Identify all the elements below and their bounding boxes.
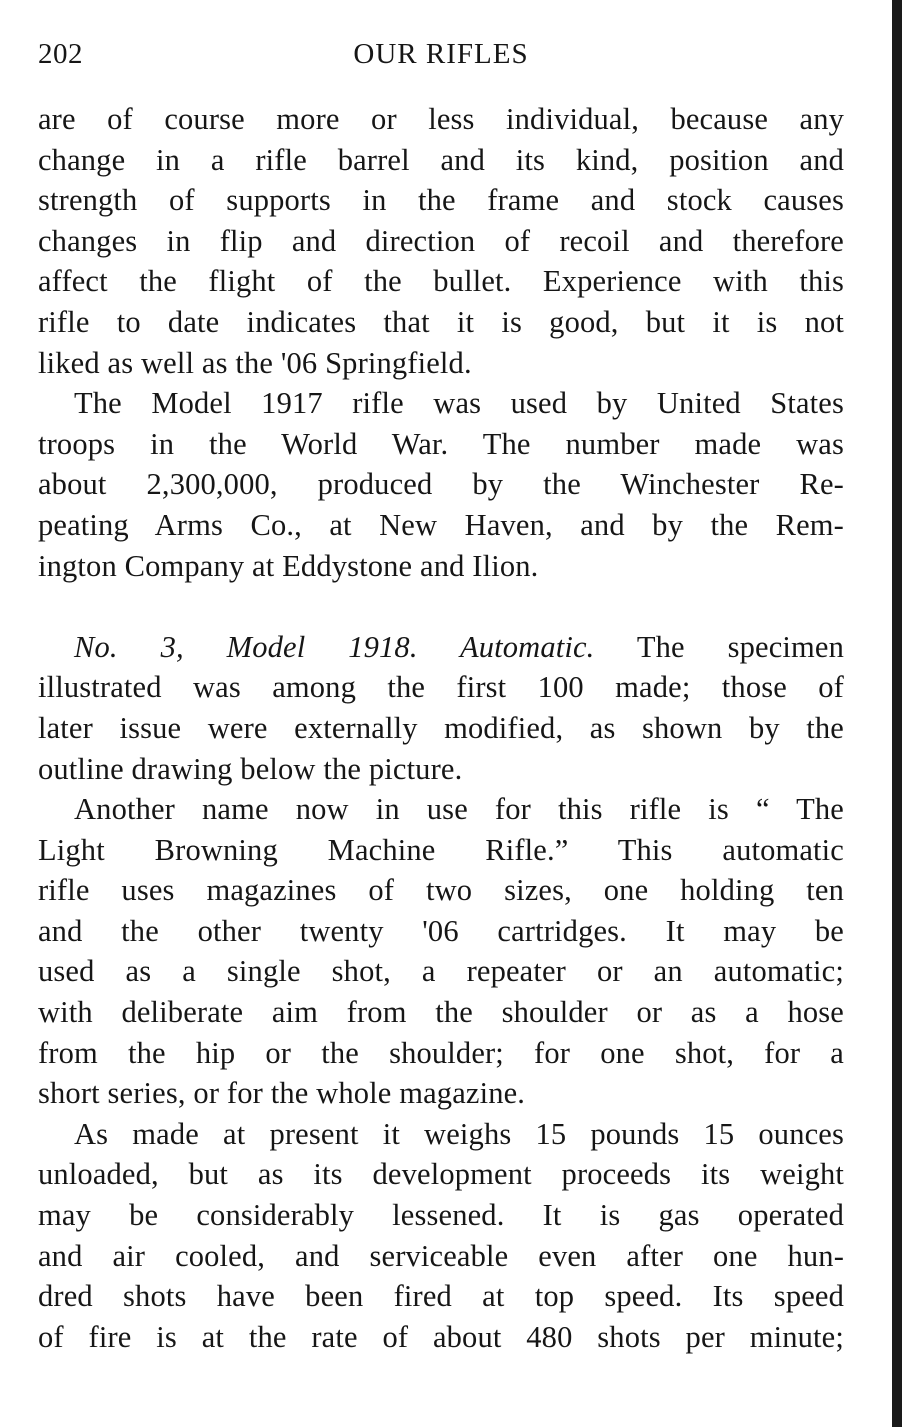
paragraph bbox=[38, 789, 844, 1114]
section-heading: No. 3, Model 1918. Automatic. bbox=[74, 629, 595, 664]
heading-line-rest: The specimen bbox=[636, 629, 844, 664]
text-line: change in a rifle barrel and its kind, position and bbox=[38, 142, 844, 177]
text-line: with deliberate aim from the shoulder or as a hose bbox=[38, 995, 844, 1030]
text-line: The Model 1917 rifle was used by United States bbox=[74, 386, 844, 421]
text-line: strength of supports in the frame and stock causes bbox=[38, 183, 844, 218]
text-line: As made at present it weighs 15 pounds 15 ounces bbox=[74, 1116, 844, 1151]
text-line: troops in the World War. The number made was bbox=[38, 426, 844, 461]
text-line: rifle to date indicates that it is good, but it is not bbox=[38, 304, 844, 339]
text-line: Another name now in use for this rifle is “ The bbox=[74, 792, 844, 827]
text-line: rifle uses magazines of two sizes, one holding ten bbox=[38, 873, 844, 908]
section-gap bbox=[38, 586, 844, 627]
text-line: may be considerably lessened. It is gas operated bbox=[38, 1198, 844, 1233]
text-line: used as a single shot, a repeater or an automatic; bbox=[38, 954, 844, 989]
text-line bbox=[38, 627, 844, 668]
text-line: Light Browning Machine Rifle.” This automatic bbox=[38, 832, 844, 867]
text-line: unloaded, but as its development proceeds its weight bbox=[38, 1157, 844, 1192]
paragraph bbox=[38, 99, 844, 383]
text-line: outline drawing below the picture. bbox=[38, 751, 463, 786]
text-line: dred shots have been fired at top speed. Its speed bbox=[38, 1279, 844, 1314]
text-line: affect the flight of the bullet. Experience with this bbox=[38, 264, 844, 299]
text-line: peating Arms Co., at New Haven, and by the Rem- bbox=[38, 507, 844, 542]
text-line: and the other twenty '06 cartridges. It may be bbox=[38, 913, 844, 948]
text-line: later issue were externally modified, as shown by the bbox=[38, 710, 844, 745]
text-line: short series, or for the whole magazine. bbox=[38, 1076, 526, 1111]
page-number: 202 bbox=[38, 38, 83, 70]
paragraph bbox=[38, 627, 844, 789]
paragraph bbox=[38, 383, 844, 586]
text-line: are of course more or less individual, because any bbox=[38, 102, 844, 136]
body-text bbox=[38, 99, 844, 1357]
text-line: illustrated was among the first 100 made; those of bbox=[38, 670, 844, 705]
paragraph bbox=[38, 1114, 844, 1358]
text-line: of fire is at the rate of about 480 shots per minute; bbox=[38, 1319, 844, 1354]
running-head: OUR RIFLES bbox=[353, 38, 529, 70]
text-line: liked as well as the '06 Springfield. bbox=[38, 345, 472, 380]
text-line: ington Company at Eddystone and Ilion. bbox=[38, 548, 539, 583]
page-header bbox=[38, 38, 844, 78]
text-line: from the hip or the shoulder; for one shot, for a bbox=[38, 1035, 844, 1070]
text-line: about 2,300,000, produced by the Winchester Re- bbox=[38, 467, 844, 502]
page-edge-shadow bbox=[892, 0, 902, 1427]
text-line: changes in flip and direction of recoil and therefore bbox=[38, 223, 844, 258]
text-line: and air cooled, and serviceable even after one hun- bbox=[38, 1238, 844, 1273]
